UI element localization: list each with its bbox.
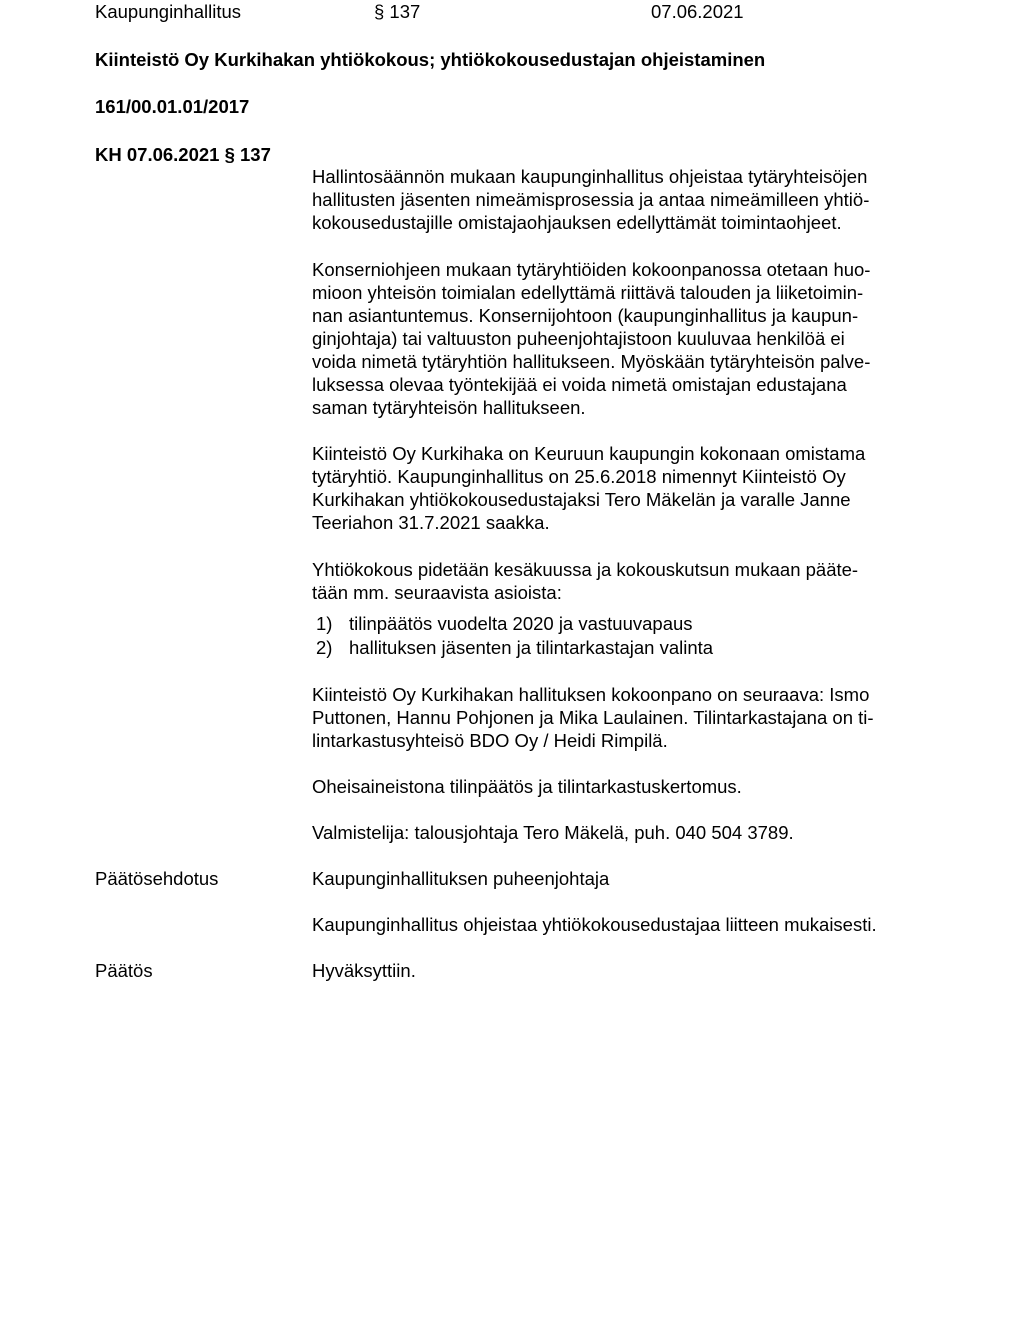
proposal-proposer (312, 867, 609, 890)
paragraph-line: Teeriahon 31.7.2021 saakka. (312, 512, 550, 533)
paragraph-line: Valmistelija: talousjohtaja Tero Mäkelä, puh. 040 504 3789. (312, 822, 794, 843)
paragraph-line: tytäryhtiö. Kaupunginhallitus on 25.6.2018 nimennyt Kiinteistö Oy (312, 466, 846, 487)
paragraph-line: Hyväksyttiin. (312, 960, 416, 981)
paragraph-line: nan asiantuntemus. Konsernijohtoon (kaupunginhallitus ja kaupun- (312, 305, 859, 326)
decision-label: Päätös (95, 960, 153, 981)
paragraph-line: ginjohtaja) tai valtuuston puheenjohtajistoon kuuluvaa henkilöä ei (312, 328, 845, 349)
list-item-number: 2) (316, 637, 333, 658)
paragraph-5 (312, 683, 874, 752)
list-item-number: 1) (316, 613, 333, 634)
paragraph-line: Kaupunginhallituksen puheenjohtaja (312, 868, 610, 889)
record-number: 161/00.01.01/2017 (95, 96, 250, 117)
paragraph-line: saman tytäryhteisön hallitukseen. (312, 397, 586, 418)
header-section: § 137 (374, 1, 421, 22)
proposal-text (312, 913, 877, 936)
paragraph-line: tään mm. seuraavista asioista: (312, 582, 562, 603)
paragraph-1 (312, 165, 869, 234)
paragraph-line: hallitusten jäsenten nimeämisprosessia ja antaa nimeämilleen yhtiö- (312, 189, 870, 210)
paragraph-line: Konserniohjeen mukaan tytäryhtiöiden kokoonpanossa otetaan huo- (312, 259, 871, 280)
paragraph-4 (312, 558, 858, 604)
paragraph-3 (312, 442, 865, 534)
paragraph-line: lintarkastusyhteisö BDO Oy / Heidi Rimpilä. (312, 730, 668, 751)
list-item-text: hallituksen jäsenten ja tilintarkastajan valinta (349, 637, 714, 658)
paragraph-2 (312, 258, 870, 419)
paragraph-line: Puttonen, Hannu Pohjonen ja Mika Laulainen. Tilintarkastajana on ti- (312, 707, 874, 728)
header-date: 07.06.2021 (651, 1, 744, 22)
paragraph-line: voida nimetä tytäryhtiön hallitukseen. Myöskään tytäryhteisön palve- (312, 351, 871, 372)
paragraph-line: Yhtiökokous pidetään kesäkuussa ja kokouskutsun mukaan pääte- (312, 559, 859, 580)
paragraph-line: luksessa olevaa työntekijää ei voida nimetä omistajan edustajana (312, 374, 847, 395)
list-item (312, 612, 932, 635)
paragraph-line: Hallintosäännön mukaan kaupunginhallitus ohjeistaa tytäryhteisöjen (312, 166, 868, 187)
paragraph-line: Kiinteistö Oy Kurkihakan hallituksen kokoonpano on seuraava: Ismo (312, 684, 870, 705)
decision-text (312, 959, 416, 982)
header-organ: Kaupunginhallitus (95, 1, 242, 22)
paragraph-line: kokousedustajille omistajaohjauksen edellyttämät toimintaohjeet. (312, 212, 842, 233)
paragraph-line: Kaupunginhallitus ohjeistaa yhtiökokousedustajaa liitteen mukaisesti. (312, 914, 877, 935)
document-title: Kiinteistö Oy Kurkihakan yhtiökokous; yhtiökokousedustajan ohjeistaminen (95, 49, 766, 70)
paragraph-line: Oheisaineistona tilinpäätös ja tilintarkastuskertomus. (312, 776, 742, 797)
paragraph-6 (312, 775, 742, 798)
list-item (312, 636, 932, 659)
proposal-label: Päätösehdotus (95, 868, 219, 889)
paragraph-line: Kurkihakan yhtiökokousedustajaksi Tero Mäkelän ja varalle Janne (312, 489, 851, 510)
paragraph-line: mioon yhteisön toimialan edellyttämä riittävä talouden ja liiketoimin- (312, 282, 864, 303)
list-item-text: tilinpäätös vuodelta 2020 ja vastuuvapaus (349, 613, 693, 634)
paragraph-line: Kiinteistö Oy Kurkihaka on Keuruun kaupungin kokonaan omistama (312, 443, 866, 464)
agenda-list (312, 612, 932, 660)
preparer-line (312, 821, 794, 844)
meeting-reference: KH 07.06.2021 § 137 (95, 144, 271, 165)
